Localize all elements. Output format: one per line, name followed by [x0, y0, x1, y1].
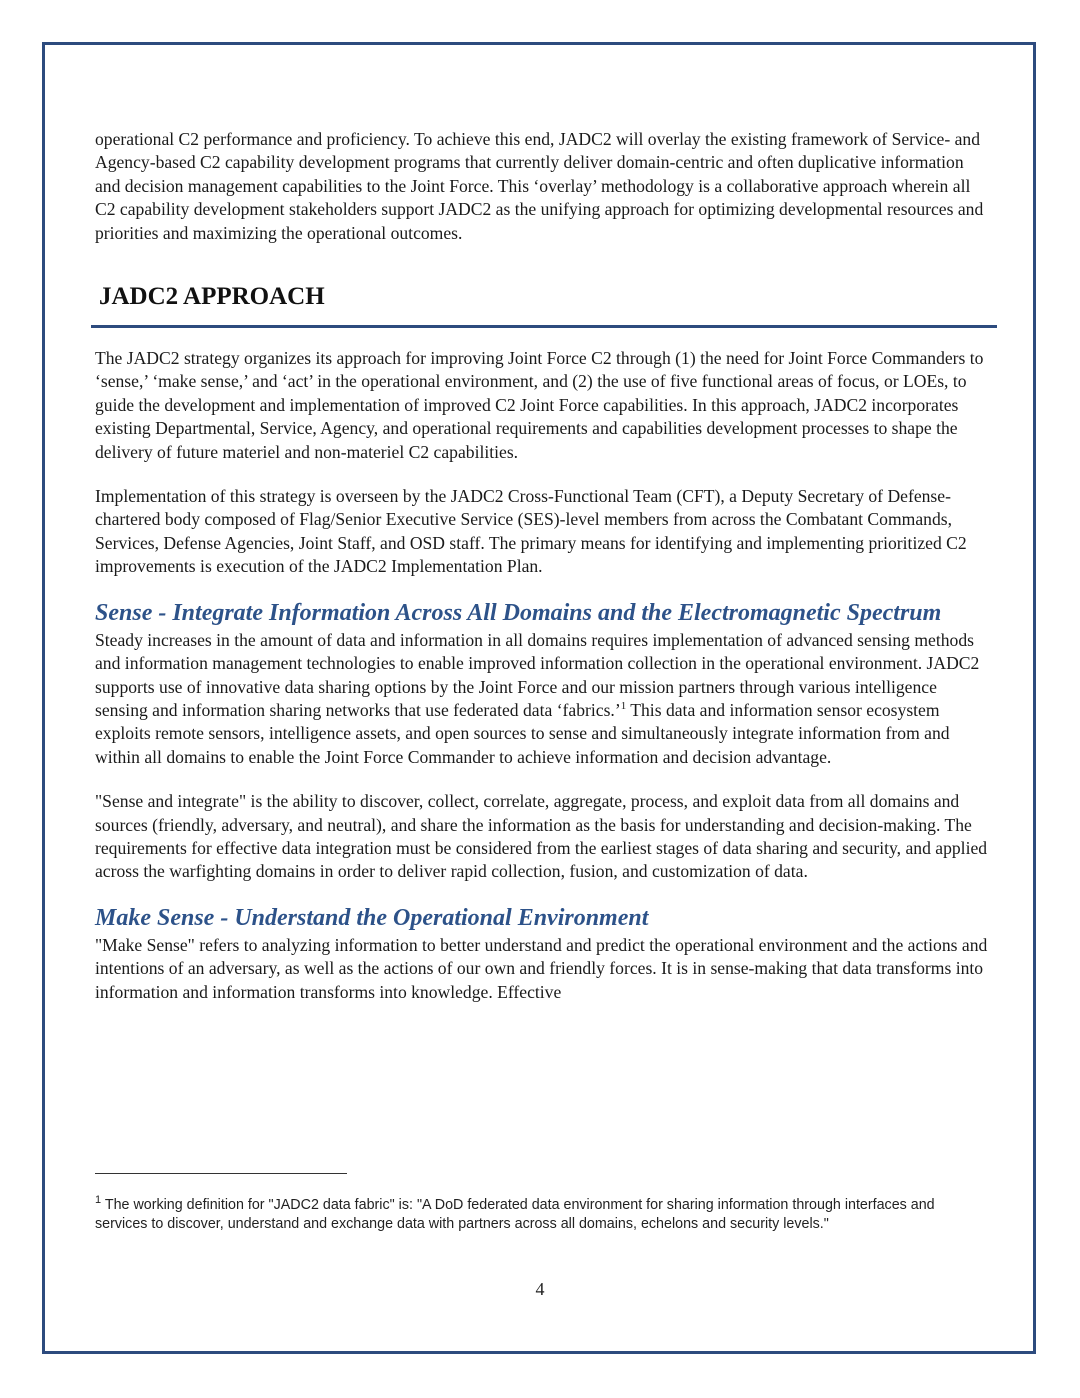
sense-paragraph-2: "Sense and integrate" is the ability to discover, collect, correlate, aggregate, process, and exploit data from all domains and sources (friendly, adversary, and neutral), and share the information as the basis for understanding and decision-making. The requirements for effective data integration must be considered from the earliest stages of data sharing and security, and applied across the warfighting domains in order to deliver rapid collection, fusion, and customization of data. — [95, 791, 988, 882]
page-number: 4 — [535, 1279, 545, 1299]
sense-paragraph-1 — [95, 629, 990, 769]
footnote-reference[interactable]: 1 — [620, 700, 627, 713]
make-sense-heading: Make Sense - Understand the Operational Environment — [95, 904, 649, 931]
page-body — [95, 128, 990, 1004]
footnote-number: 1 — [95, 1194, 102, 1207]
footnote-text: The working definition for "JADC2 data fabric" is: "A DoD federated data environment for sharing information through interfaces and services to discover, understand and exchange data with partners across all domains, echelons and security levels." — [95, 1197, 935, 1232]
sense-heading: Sense - Integrate Information Across All Domains and the Electromagnetic Spectrum — [95, 599, 942, 626]
intro-paragraph: operational C2 performance and proficiency. To achieve this end, JADC2 will overlay the existing framework of Service- and Agency-based C2 capability development programs that currently deliver domain-centric and often duplicative information and decision management capabilities to the Joint Force. This ‘overlay’ methodology is a collaborative approach wherein all C2 capability development stakeholders support JADC2 as the unifying approach for optimizing developmental resources and priorities and maximizing the operational outcomes. — [95, 129, 984, 243]
sense-paragraph-1-part-b: This data and information sensor ecosystem exploits remote sensors, intelligence assets, and open sources to sense and simultaneously integrate information from and within all domains to enable the Joint Force Commander to achieve information and decision advantage. — [95, 699, 950, 767]
footnote-separator — [95, 1173, 347, 1174]
section-heading: JADC2 APPROACH — [99, 283, 325, 311]
approach-paragraph-1: The JADC2 strategy organizes its approach for improving Joint Force C2 through (1) the need for Joint Force Commanders to ‘sense,’ ‘make sense,’ and ‘act’ in the operational environment, and (2) the use of five functional areas of focus, or LOEs, to guide the development and implementation of improved C2 Joint Force capabilities. In this approach, JADC2 incorporates existing Departmental, Service, Agency, and operational requirements and capabilities development processes to shape the delivery of future materiel and non-materiel C2 capabilities. — [95, 348, 984, 462]
sense-paragraph-1-part-a: Steady increases in the amount of data and information in all domains requires implementation of advanced sensing methods and information management technologies to enable improved information collection in the operational environment. JADC2 supports use of innovative data sharing options by the Joint Force and our mission partners through various intelligence sensing and information sharing networks that use federated data ‘fabrics.’ — [95, 629, 980, 720]
heading-rule — [91, 325, 997, 328]
approach-paragraph-2: Implementation of this strategy is overseen by the JADC2 Cross-Functional Team (CFT), a Deputy Secretary of Defense-chartered body composed of Flag/Senior Executive Service (SES)-level members from across the Combatant Commands, Services, Defense Agencies, Joint Staff, and OSD staff. The primary means for identifying and implementing prioritized C2 improvements is execution of the JADC2 Implementation Plan. — [95, 486, 967, 577]
footnote — [95, 1196, 975, 1234]
make-sense-paragraph: "Make Sense" refers to analyzing information to better understand and predict the operational environment and the actions and intentions of an adversary, as well as the actions of our own and friendly forces. It is in sense-making that data transforms into information and information transforms into knowledge. Effective — [95, 934, 988, 1002]
